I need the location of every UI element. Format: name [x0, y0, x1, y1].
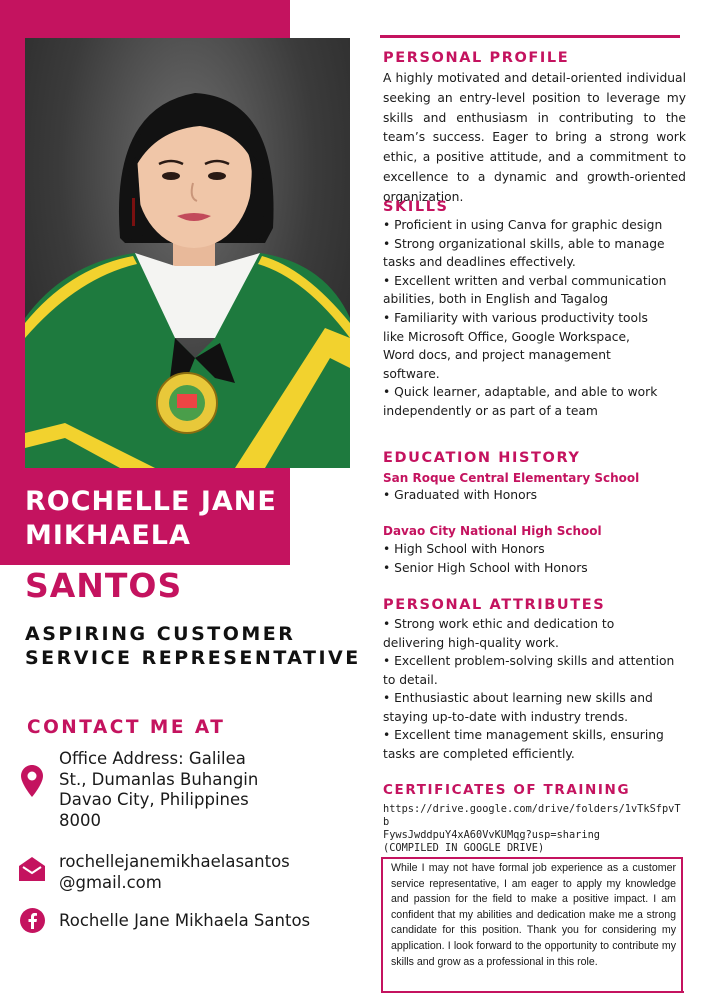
- high-school-honors-list: [383, 540, 686, 578]
- link-line: FywsJwddpuY4xA60VvKUMqg?usp=sharing: [383, 829, 600, 841]
- link-line: https://drive.google.com/drive/folders/1vTkSfpvTb: [383, 803, 681, 828]
- email-line: rochellejanemikhaelasantos: [59, 852, 290, 871]
- elementary-honors-list: [383, 486, 686, 505]
- job-title-line-2: SERVICE REPRESENTATIVE: [25, 647, 361, 669]
- personal-attributes-list: [383, 615, 686, 763]
- list-item: • Excellent time management skills, ensuring: [383, 728, 664, 742]
- cover-note-border-right: [681, 857, 683, 993]
- education-heading: EDUCATION HISTORY: [383, 450, 581, 466]
- certificates-note: (COMPILED IN GOOGLE DRIVE): [383, 842, 545, 854]
- list-item: • Senior High School with Honors: [383, 561, 588, 575]
- address-line: Office Address: Galilea: [59, 749, 246, 768]
- list-item: like Microsoft Office, Google Workspace,: [383, 329, 630, 344]
- personal-profile-heading: PERSONAL PROFILE: [383, 50, 570, 66]
- facebook-name[interactable]: Rochelle Jane Mikhaela Santos: [59, 911, 311, 930]
- school-name-elementary: San Roque Central Elementary School: [383, 471, 640, 485]
- list-item: • Enthusiastic about learning new skills and: [383, 691, 653, 705]
- contact-heading: CONTACT ME AT: [27, 717, 226, 738]
- list-item: • Excellent problem-solving skills and attention: [383, 654, 675, 668]
- list-item: delivering high-quality work.: [383, 635, 559, 650]
- facebook-icon: [20, 908, 45, 933]
- email-line: @gmail.com: [59, 872, 162, 892]
- list-item: • Familiarity with various productivity tools: [383, 310, 648, 325]
- address-line: Davao City, Philippines: [59, 790, 249, 809]
- list-item: • Strong work ethic and dedication to: [383, 617, 615, 631]
- list-item: tasks and deadlines effectively.: [383, 255, 576, 270]
- list-item: to detail.: [383, 672, 438, 687]
- address-line: 8000: [59, 810, 101, 830]
- section-divider: [380, 35, 680, 38]
- address-line: St., Dumanlas Buhangin: [59, 769, 259, 789]
- list-item: • Proficient in using Canva for graphic design: [383, 218, 663, 232]
- email-address[interactable]: [59, 852, 290, 893]
- profile-photo: [25, 38, 350, 468]
- list-item: independently or as part of a team: [383, 403, 598, 418]
- location-pin-icon: [21, 765, 43, 797]
- cover-note-border-top: [381, 857, 683, 859]
- list-item: • Excellent written and verbal communication: [383, 273, 667, 288]
- list-item: tasks are completed efficiently.: [383, 746, 575, 761]
- personal-profile-text: A highly motivated and detail-oriented individual seeking an entry-level position to leverage my skills and enthusiasm in contributing to the team’s success. Eager to bring a strong work ethic, a positive attitude, and a commitment to excellence to a dynamic and growth-oriented organization.: [383, 71, 686, 204]
- job-title-line-1: ASPIRING CUSTOMER: [25, 623, 296, 645]
- certificates-heading: CERTIFICATES OF TRAINING: [383, 782, 631, 798]
- list-item: • Quick learner, adaptable, and able to work: [383, 385, 658, 400]
- certificates-link[interactable]: [383, 803, 683, 855]
- cover-note-text: While I may not have formal job experience as a customer service representative, I am eager to apply my knowledge and passion for the field to make a positive impact. I am confident that my abilities and dedication make me a strong candidate for this position. Thank you for considering my application. I look forward to the opportunity to contribute my skills and grow as a professional in this role.: [391, 862, 676, 968]
- skills-heading: SKILLS: [383, 199, 449, 215]
- list-item: • Graduated with Honors: [383, 488, 538, 502]
- envelope-icon: [19, 857, 45, 881]
- list-item: • High School with Honors: [383, 542, 545, 556]
- list-item: Word docs, and project management: [383, 348, 611, 363]
- name-line-3: SANTOS: [25, 566, 183, 605]
- name-line-2: MIKHAELA: [25, 520, 191, 551]
- list-item: software.: [383, 366, 440, 381]
- office-address: [59, 749, 258, 831]
- list-item: abilities, both in English and Tagalog: [383, 292, 609, 307]
- list-item: staying up-to-date with industry trends.: [383, 709, 629, 724]
- graduate-portrait-illustration: [25, 38, 350, 468]
- school-name-high-school: Davao City National High School: [383, 524, 602, 538]
- list-item: • Strong organizational skills, able to manage: [383, 236, 665, 251]
- name-line-1: ROCHELLE JANE: [25, 486, 277, 517]
- personal-attributes-heading: PERSONAL ATTRIBUTES: [383, 597, 606, 613]
- skills-list: [383, 216, 686, 421]
